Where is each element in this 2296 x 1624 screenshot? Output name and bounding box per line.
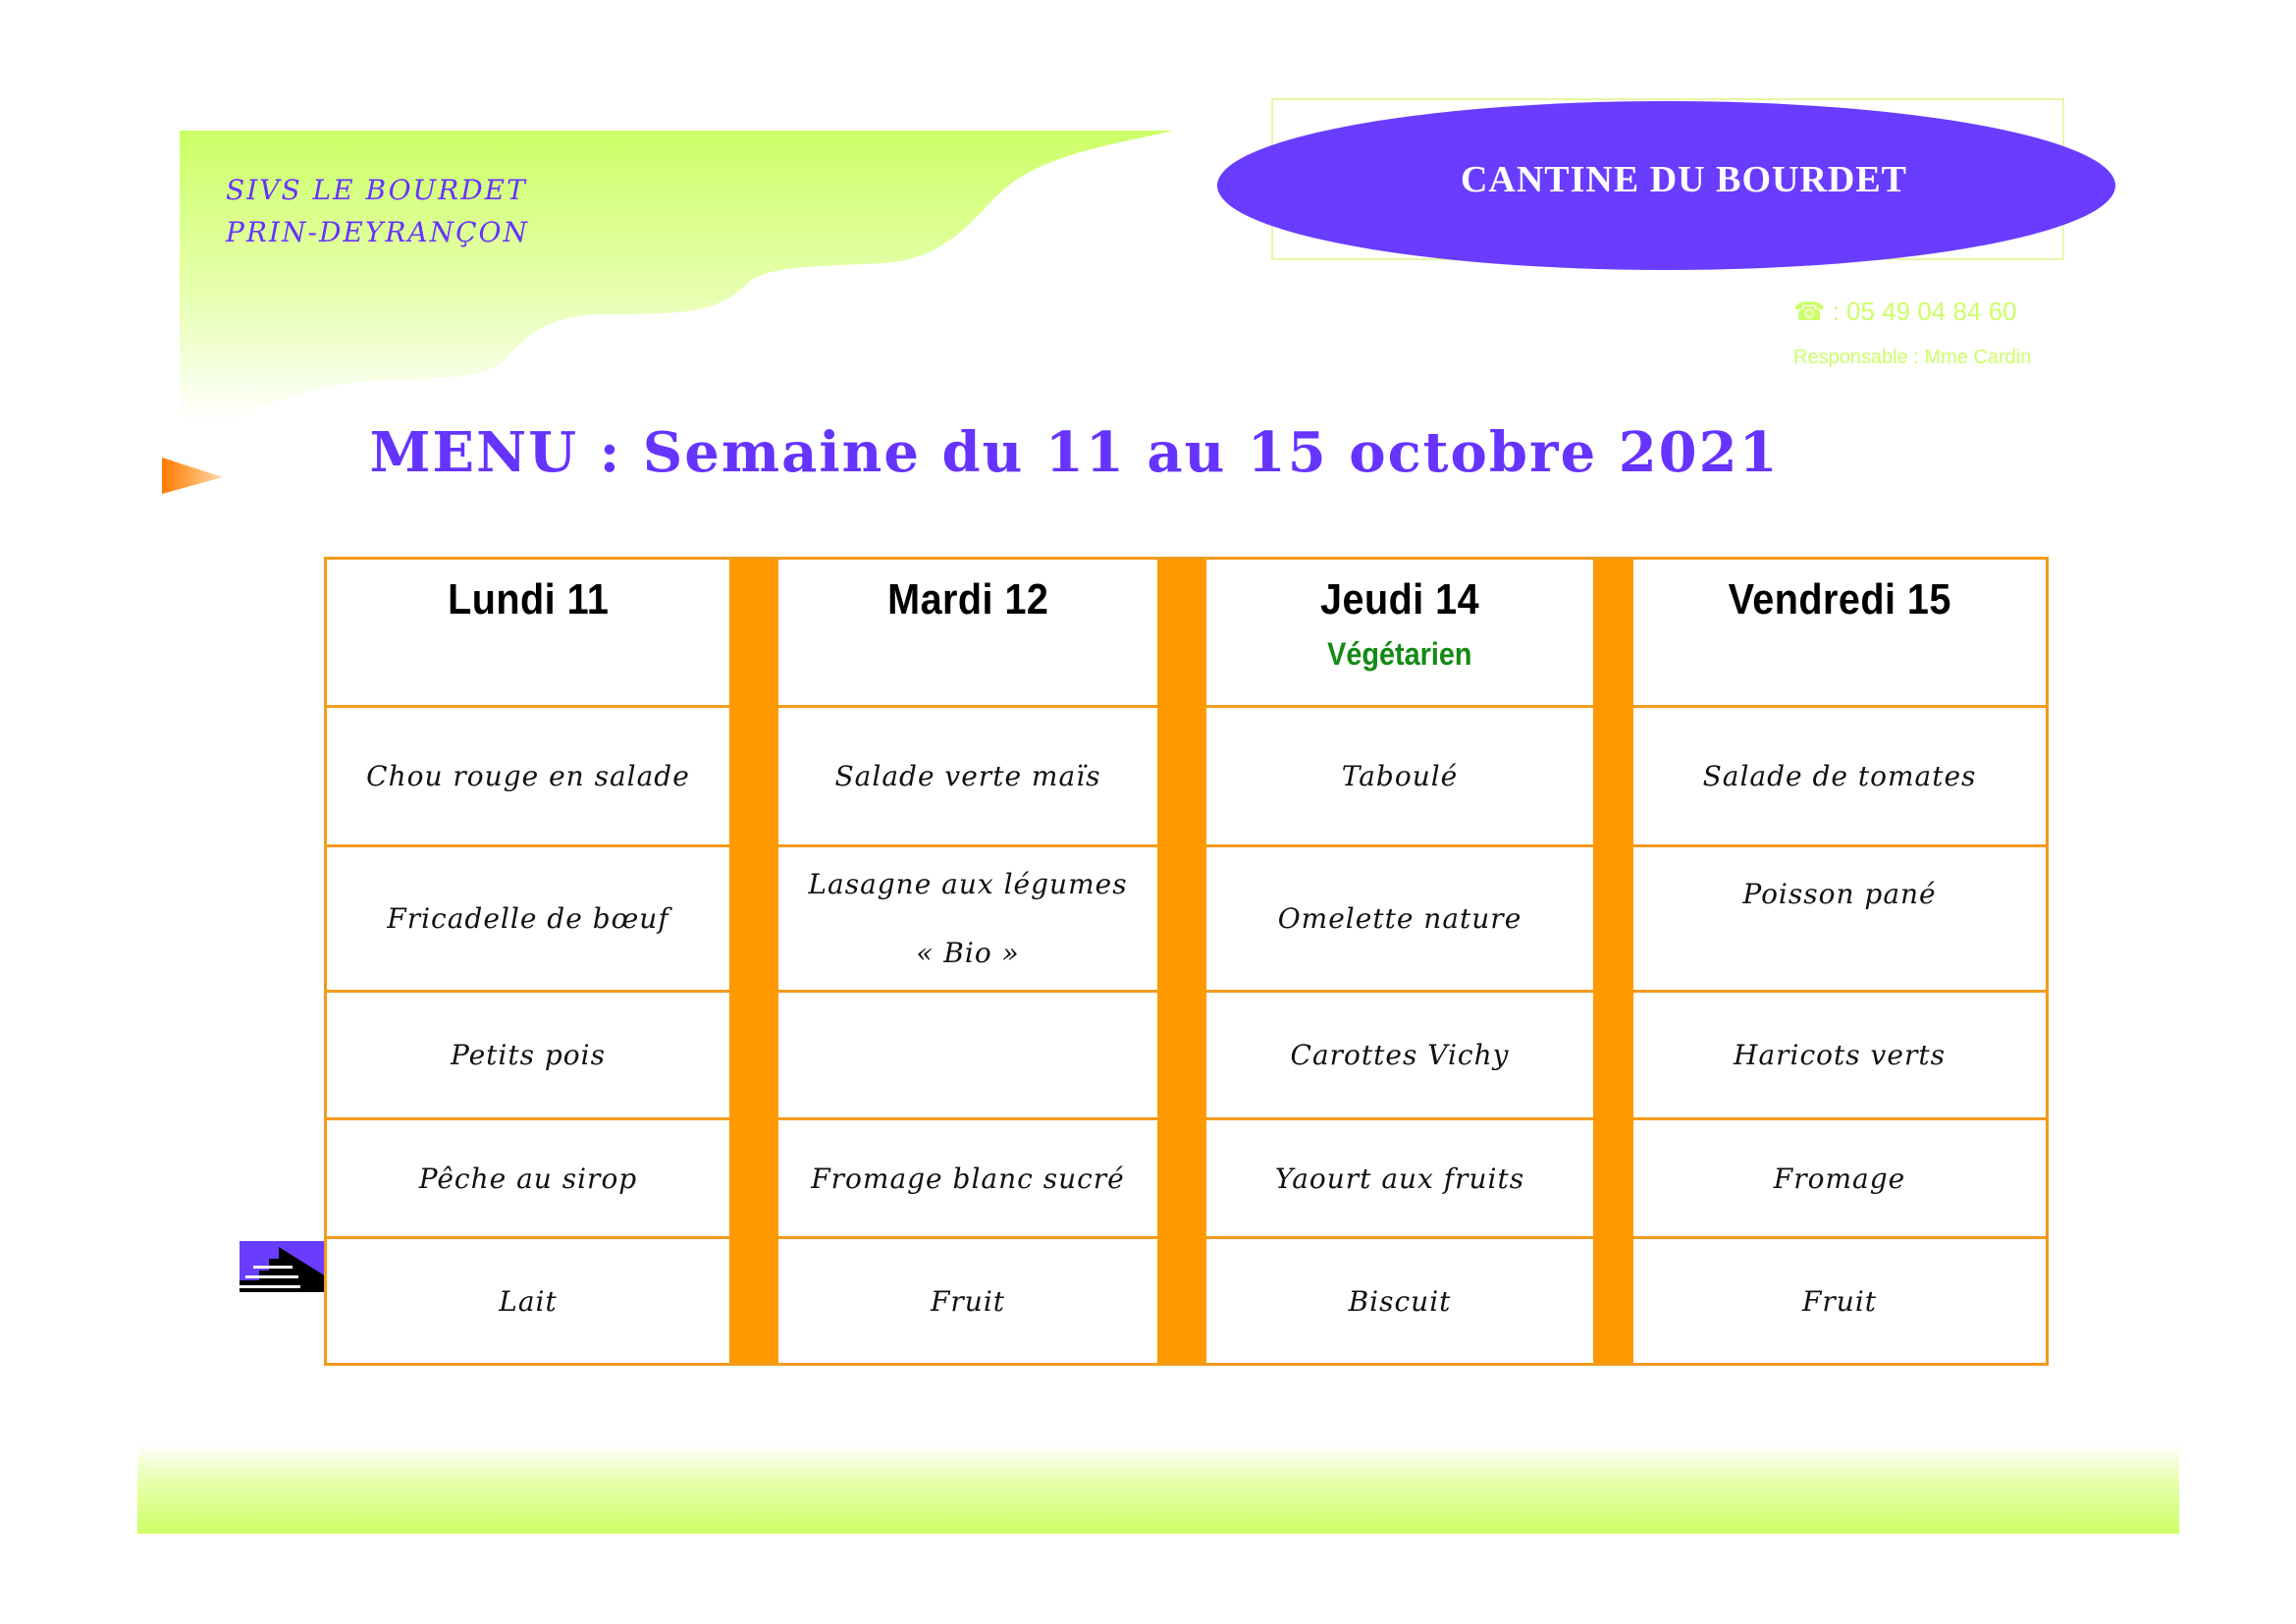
menu-cell-gouter <box>1633 1239 2046 1363</box>
dish-name: Yaourt aux fruits <box>1274 1162 1525 1195</box>
dish-name: Fromage <box>1773 1162 1906 1195</box>
day-header-mardi <box>778 560 1157 708</box>
menu-table <box>324 557 2049 1366</box>
menu-cell-entree <box>778 708 1157 847</box>
cantine-name: CANTINE DU BOURDET <box>1460 159 1908 200</box>
org-name-line1: SIVS LE BOURDET <box>226 174 527 206</box>
day-label: Vendredi 15 <box>1728 575 1951 623</box>
dish-name: Fruit <box>930 1284 1006 1318</box>
menu-cell-dessert <box>778 1120 1157 1239</box>
menu-cell-accompagnement <box>1206 993 1593 1120</box>
menu-cell-dessert <box>1633 1120 2046 1239</box>
dish-name: Haricots verts <box>1734 1039 1946 1071</box>
menu-cell-dessert <box>327 1120 729 1239</box>
menu-cell-accompagnement <box>1633 993 2046 1120</box>
dish-name: Carottes Vichy <box>1290 1039 1510 1071</box>
day-header-lundi <box>327 560 729 708</box>
day-label: Mardi 12 <box>886 575 1049 623</box>
page-title-text: MENU : Semaine du 11 au 15 octobre 2021 <box>369 420 1780 485</box>
cantine-badge <box>1217 101 2115 270</box>
stairs-logo-icon <box>240 1241 326 1292</box>
menu-cell-entree <box>327 708 729 847</box>
column-separator <box>1593 560 1633 1363</box>
day-label: Jeudi 14 <box>1319 575 1480 623</box>
menu-cell-plat <box>1206 847 1593 993</box>
page-title <box>0 420 2296 485</box>
dish-name: Petits pois <box>451 1039 606 1071</box>
menu-cell-gouter <box>778 1239 1157 1363</box>
menu-cell-plat <box>778 847 1157 993</box>
dish-name: Fricadelle de bœuf <box>387 902 669 935</box>
dish-name: Salade verte maïs <box>834 760 1101 792</box>
menu-cell-gouter <box>1206 1239 1593 1363</box>
dish-name: Fruit <box>1801 1284 1878 1318</box>
dish-name: Lasagne aux légumes <box>808 867 1128 900</box>
organization-block <box>226 169 529 253</box>
menu-cell-gouter <box>327 1239 729 1363</box>
dish-name: Omelette nature <box>1277 902 1522 935</box>
menu-cell-dessert <box>1206 1120 1593 1239</box>
bottom-green-band <box>137 1443 2179 1534</box>
menu-cell-accompagnement <box>327 993 729 1120</box>
dish-name: Chou rouge en salade <box>366 760 690 792</box>
dish-name: Lait <box>499 1284 558 1318</box>
dish-name: Salade de tomates <box>1702 760 1977 792</box>
column-separator <box>729 560 778 1363</box>
column-separator <box>1157 560 1206 1363</box>
dish-name: Fromage blanc sucré <box>811 1162 1125 1195</box>
menu-cell-entree <box>1206 708 1593 847</box>
menu-cell-plat <box>327 847 729 993</box>
day-header-vendredi <box>1633 560 2046 708</box>
responsable-name: Responsable : Mme Cardin <box>1793 347 2032 368</box>
vegetarian-label: Végétarien <box>1327 636 1472 672</box>
dish-name: Biscuit <box>1348 1284 1452 1318</box>
day-label: Lundi 11 <box>447 575 610 623</box>
menu-cell-entree <box>1633 708 2046 847</box>
menu-cell-accompagnement <box>778 993 1157 1120</box>
dish-label-bio: « Bio » <box>916 936 1020 969</box>
phone-number: ☎ : 05 49 04 84 60 <box>1793 297 2017 326</box>
dish-name: Taboulé <box>1341 760 1459 792</box>
menu-cell-plat <box>1633 847 2046 993</box>
day-header-jeudi <box>1206 560 1593 708</box>
dish-name: Pêche au sirop <box>418 1162 638 1195</box>
dish-name: Poisson pané <box>1742 878 1937 910</box>
org-name-line2: PRIN-DEYRANÇON <box>226 216 529 248</box>
